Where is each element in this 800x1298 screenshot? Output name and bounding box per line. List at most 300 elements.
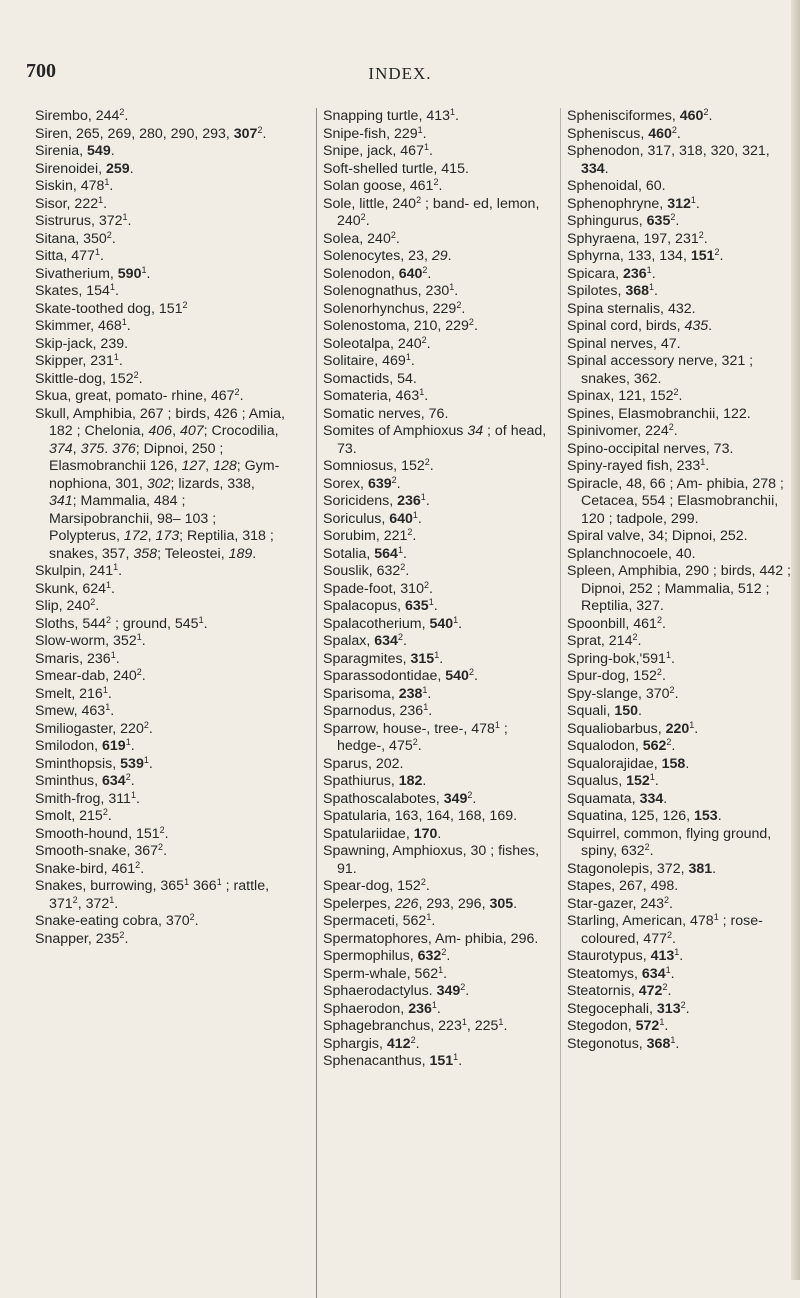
entry-text: . bbox=[130, 738, 135, 754]
index-entry bbox=[35, 108, 285, 126]
entry-text: Solenodon, bbox=[323, 265, 399, 282]
index-entry bbox=[323, 126, 555, 144]
index-entry bbox=[35, 581, 285, 599]
index-entry bbox=[323, 493, 555, 511]
entry-text: . bbox=[127, 213, 132, 229]
entry-text: . bbox=[141, 633, 146, 649]
entry-text: Soft-shelled turtle, 415. bbox=[323, 160, 469, 177]
index-entry bbox=[567, 966, 795, 984]
index-entry bbox=[35, 756, 285, 774]
index-entry bbox=[567, 476, 795, 529]
superscript-ref: 2 bbox=[407, 527, 413, 537]
entry-text: Sitana, 350 bbox=[35, 230, 107, 247]
superscript-ref: 2 bbox=[433, 177, 439, 187]
index-entry bbox=[323, 231, 555, 249]
entry-text: Squali, bbox=[567, 703, 615, 719]
superscript-ref: 2 bbox=[666, 929, 672, 940]
entry-text: 640 bbox=[389, 510, 413, 527]
entry-text: . bbox=[135, 790, 140, 807]
superscript-ref: 1 bbox=[98, 194, 104, 205]
entry-text: Sloths, 544 bbox=[35, 615, 106, 632]
superscript-ref: 2 bbox=[424, 457, 430, 467]
entry-text: Stagonolepis, 372, bbox=[567, 860, 689, 877]
entry-text: ; Dipnoi, 250 ; Elasmobranchii 126, bbox=[49, 440, 224, 474]
entry-text: . bbox=[473, 318, 478, 334]
entry-text: Splanchnocoele, 40. bbox=[567, 545, 696, 562]
entry-text: Skip-jack, 239. bbox=[35, 335, 129, 352]
entry-text: . bbox=[148, 720, 153, 737]
index-entry bbox=[35, 126, 285, 144]
entry-text: Spy-slange, 370 bbox=[567, 685, 670, 702]
entry-text: . bbox=[115, 650, 120, 667]
entry-text: Snake-eating cobra, 370 bbox=[35, 913, 190, 929]
entry-text: . bbox=[163, 843, 168, 859]
entry-text: , 372 bbox=[77, 895, 110, 912]
index-entry bbox=[35, 791, 285, 809]
superscript-ref: 2 bbox=[125, 772, 131, 782]
index-entry bbox=[35, 196, 285, 214]
entry-text: . bbox=[126, 318, 131, 334]
entry-text: Spinal accessory nerve, 321 ; snakes, 362. bbox=[567, 353, 754, 387]
entry-text: 639 bbox=[367, 475, 392, 492]
superscript-ref: 2 bbox=[390, 229, 396, 240]
entry-text: 151 bbox=[429, 1053, 454, 1069]
superscript-ref: 1 bbox=[198, 614, 204, 625]
entry-text: 226 bbox=[394, 895, 419, 912]
entry-text: Solenognathus, 230 bbox=[323, 283, 450, 299]
superscript-ref: 1 bbox=[141, 264, 147, 275]
superscript-ref: 1 bbox=[106, 579, 112, 590]
superscript-ref: 1 bbox=[494, 719, 500, 730]
entry-text: Sphyraena, 197, 231 bbox=[567, 230, 699, 247]
entry-text: Sphenisciformes, bbox=[567, 108, 680, 124]
index-entry bbox=[323, 668, 555, 686]
entry-text: Sparassodontidae, bbox=[323, 668, 446, 684]
index-entry bbox=[567, 318, 795, 336]
superscript-ref: 2 bbox=[666, 737, 672, 747]
index-column-1 bbox=[35, 108, 285, 948]
entry-text: Sphenacanthus, bbox=[323, 1053, 430, 1069]
index-entry bbox=[323, 1018, 555, 1036]
entry-text: . bbox=[118, 353, 123, 369]
index-entry bbox=[323, 353, 555, 371]
index-entry bbox=[567, 528, 795, 546]
entry-text: . bbox=[425, 878, 430, 894]
entry-text: . bbox=[719, 248, 724, 264]
entry-text: Spinal nerves, 47. bbox=[567, 335, 681, 352]
entry-text: . bbox=[461, 300, 466, 317]
superscript-ref: 2 bbox=[189, 912, 195, 922]
entry-text: Skimmer, 468 bbox=[35, 318, 122, 334]
index-entry bbox=[35, 266, 285, 284]
entry-text: Snapping turtle, 413 bbox=[323, 108, 450, 124]
superscript-ref: 2 bbox=[714, 247, 720, 257]
index-entry bbox=[323, 161, 555, 179]
entry-text: Squalus, bbox=[567, 773, 627, 789]
index-entry bbox=[323, 563, 555, 581]
entry-text: . bbox=[695, 195, 700, 212]
superscript-ref: 1 bbox=[184, 877, 190, 887]
index-entry bbox=[35, 633, 285, 651]
entry-text: Squaliobarbus, bbox=[567, 720, 666, 737]
superscript-ref: 1 bbox=[113, 352, 119, 362]
entry-text: 34 bbox=[467, 423, 484, 439]
entry-text: Smooth-hound, 151 bbox=[35, 825, 160, 842]
entry-text: Smooth-snake, 367 bbox=[35, 843, 159, 859]
entry-text: 540 bbox=[429, 615, 454, 632]
index-column-3 bbox=[560, 108, 795, 1298]
index-entry bbox=[323, 896, 555, 914]
entry-text: Sisor, 222 bbox=[35, 195, 99, 212]
entry-text: . bbox=[663, 790, 668, 807]
entry-text: Sparnodus, 236 bbox=[323, 703, 424, 719]
entry-text: Snipe, jack, 467 bbox=[323, 143, 424, 159]
entry-text: Spiny-rayed fish, 233 bbox=[567, 458, 701, 474]
superscript-ref: 1 bbox=[216, 877, 222, 887]
entry-text: 406 bbox=[148, 423, 173, 439]
entry-text: . bbox=[146, 265, 151, 282]
entry-text: . bbox=[417, 510, 422, 527]
superscript-ref: 2 bbox=[664, 894, 670, 905]
entry-text: . bbox=[95, 598, 100, 614]
entry-text: 259 bbox=[105, 160, 130, 177]
page-edge bbox=[791, 0, 800, 1280]
entry-text: Sole, little, 240 bbox=[323, 195, 417, 212]
entry-text: Skittle-dog, 152 bbox=[35, 370, 134, 387]
index-column-2 bbox=[316, 108, 555, 1298]
entry-text: Skulpin, 241 bbox=[35, 563, 114, 579]
entry-text: . bbox=[685, 755, 690, 772]
entry-text: Sphenodon, 317, 318, 320, 321, bbox=[567, 143, 770, 159]
index-entry bbox=[323, 301, 555, 319]
entry-text: ; Reptilia, 318 ; snakes, 357, bbox=[49, 528, 274, 562]
index-entry bbox=[567, 808, 795, 826]
entry-text: . bbox=[114, 283, 119, 299]
entry-text: . bbox=[428, 580, 433, 597]
superscript-ref: 1 bbox=[397, 544, 403, 555]
entry-text: 150 bbox=[614, 703, 638, 719]
entry-text: Skua, great, pomato- rhine, 467 bbox=[35, 388, 235, 404]
superscript-ref: 1 bbox=[428, 597, 434, 607]
entry-text: Spiracle, 48, 66 ; Am- phibia, 278 ; Cetacea, 554 ; Elasmobranchii, 120 ; tadpole, 299. bbox=[567, 475, 784, 527]
entry-text: . bbox=[513, 895, 518, 912]
index-entry bbox=[323, 476, 555, 494]
superscript-ref: 1 bbox=[649, 772, 655, 782]
entry-text: . bbox=[107, 808, 112, 824]
index-entry bbox=[35, 598, 285, 616]
entry-text: . bbox=[114, 895, 119, 912]
entry-text: Sphenoidal, 60. bbox=[567, 178, 666, 194]
index-entry bbox=[35, 143, 285, 161]
index-entry bbox=[567, 896, 795, 914]
superscript-ref: 1 bbox=[420, 492, 426, 502]
superscript-ref: 2 bbox=[102, 807, 108, 817]
entry-text: . bbox=[111, 580, 115, 597]
entry-text: Skull, Amphibia, 267 ; birds, 426 ; Amia, 182 ; Chelonia, bbox=[35, 405, 285, 439]
entry-text: Spatulariidae, bbox=[323, 825, 414, 842]
entry-text: . bbox=[103, 195, 108, 212]
superscript-ref: 2 bbox=[90, 597, 96, 607]
entry-text: 189 bbox=[228, 545, 253, 562]
entry-text: ; lizards, 338, bbox=[170, 475, 255, 492]
index-entry bbox=[567, 773, 795, 791]
index-entry bbox=[323, 318, 555, 336]
superscript-ref: 1 bbox=[426, 912, 432, 922]
entry-text: Starling, American, 478 bbox=[567, 913, 714, 929]
index-entry bbox=[323, 511, 555, 529]
index-entry bbox=[35, 283, 285, 301]
index-entry bbox=[35, 161, 285, 179]
entry-text: Spawning, Amphioxus, 30 ; fishes, 91. bbox=[323, 843, 540, 877]
entry-text: 153 bbox=[694, 808, 718, 824]
entry-text: . bbox=[446, 948, 451, 964]
superscript-ref: 2 bbox=[460, 982, 466, 992]
entry-text: 634 bbox=[641, 965, 666, 982]
superscript-ref: 1 bbox=[670, 1034, 676, 1045]
index-entry bbox=[323, 388, 555, 406]
superscript-ref: 2 bbox=[136, 667, 142, 677]
superscript-ref: 1 bbox=[449, 282, 455, 292]
index-entry bbox=[567, 703, 795, 721]
entry-text: Spatularia, 163, 164, 168, 169. bbox=[323, 808, 518, 824]
superscript-ref: 1 bbox=[102, 684, 108, 695]
entry-text: Somites of Amphioxus bbox=[323, 423, 468, 439]
index-entry bbox=[35, 371, 285, 389]
entry-text: 640 bbox=[398, 265, 423, 282]
entry-text: . bbox=[194, 913, 199, 929]
entry-text: . bbox=[458, 1053, 463, 1069]
entry-text: 182 bbox=[398, 773, 423, 789]
superscript-ref: 2 bbox=[422, 264, 428, 275]
index-entry bbox=[323, 336, 555, 354]
entry-text: . bbox=[110, 703, 115, 719]
entry-text: . bbox=[679, 948, 684, 964]
entry-text: ; ground, 545 bbox=[111, 615, 199, 632]
index-entry bbox=[35, 861, 285, 879]
entry-text: 572 bbox=[635, 1018, 660, 1034]
entry-text: . bbox=[422, 125, 427, 142]
entry-text: Smelt, 216 bbox=[35, 685, 103, 702]
superscript-ref: 2 bbox=[106, 614, 112, 625]
entry-text: Sirembo, 244 bbox=[35, 108, 120, 124]
entry-text: . bbox=[465, 983, 470, 999]
index-entry bbox=[35, 406, 285, 564]
entry-text: 564 bbox=[374, 545, 398, 562]
entry-text: 151 bbox=[690, 248, 715, 264]
superscript-ref: 2 bbox=[397, 632, 403, 642]
entry-text: . bbox=[427, 685, 432, 702]
superscript-ref: 1 bbox=[110, 649, 116, 660]
entry-text: ; of head, 73. bbox=[337, 423, 547, 457]
entry-text: Stapes, 267, 498. bbox=[567, 878, 679, 894]
superscript-ref: 1 bbox=[700, 457, 706, 467]
index-entry bbox=[323, 108, 555, 126]
entry-text: Somatic nerves, 76. bbox=[323, 405, 449, 422]
entry-text: Sivatherium, bbox=[35, 265, 118, 282]
superscript-ref: 2 bbox=[234, 387, 240, 397]
superscript-ref: 1 bbox=[434, 649, 440, 660]
superscript-ref: 2 bbox=[133, 369, 139, 380]
superscript-ref: 1 bbox=[422, 684, 428, 695]
superscript-ref: 2 bbox=[410, 1034, 416, 1045]
index-entry bbox=[35, 651, 285, 669]
index-entry bbox=[323, 826, 555, 844]
index-entry bbox=[567, 283, 795, 301]
entry-text: , bbox=[205, 458, 214, 474]
index-entry bbox=[323, 178, 555, 196]
superscript-ref: 2 bbox=[400, 562, 406, 572]
entry-text: Somateria, 463 bbox=[323, 388, 420, 404]
index-entry bbox=[35, 703, 285, 721]
superscript-ref: 1 bbox=[713, 912, 719, 922]
entry-text: 634 bbox=[374, 633, 398, 649]
superscript-ref: 2 bbox=[143, 719, 149, 730]
superscript-ref: 2 bbox=[391, 474, 397, 485]
entry-text: . bbox=[424, 388, 429, 404]
index-entry bbox=[567, 668, 795, 686]
entry-text: . bbox=[109, 178, 114, 194]
entry-text: . bbox=[439, 650, 444, 667]
entry-text: Skunk, 624 bbox=[35, 580, 106, 597]
entry-text: . bbox=[130, 773, 135, 789]
index-entry bbox=[567, 406, 795, 424]
index-entry bbox=[323, 686, 555, 704]
index-entry bbox=[35, 826, 285, 844]
entry-text: . bbox=[670, 650, 675, 667]
superscript-ref: 1 bbox=[113, 562, 119, 572]
superscript-ref: 2 bbox=[257, 124, 263, 135]
index-entry bbox=[35, 913, 285, 931]
entry-text: 236 bbox=[623, 265, 647, 282]
superscript-ref: 1 bbox=[417, 124, 423, 135]
entry-text: 238 bbox=[398, 685, 423, 702]
entry-text: , bbox=[172, 423, 180, 439]
index-entry bbox=[323, 458, 555, 476]
entry-text: 381 bbox=[688, 860, 713, 877]
entry-text: Spelerpes, bbox=[323, 895, 395, 912]
entry-text: Soriculus, bbox=[323, 510, 390, 527]
superscript-ref: 1 bbox=[659, 1017, 665, 1027]
index-entry bbox=[567, 756, 795, 774]
entry-text: 315 bbox=[410, 650, 435, 667]
entry-text: . bbox=[365, 213, 370, 229]
entry-text: 220 bbox=[665, 720, 690, 737]
entry-text: Spines, Elasmobranchii, 122. bbox=[567, 405, 751, 422]
entry-text: Skate-toothed dog, 151 bbox=[35, 300, 183, 317]
entry-text: 413 bbox=[650, 948, 675, 964]
index-entry bbox=[323, 703, 555, 721]
entry-text: . bbox=[422, 773, 427, 789]
entry-text: 368 bbox=[646, 1035, 671, 1052]
entry-text: . bbox=[129, 160, 134, 177]
index-entry bbox=[323, 248, 555, 266]
entry-text: . bbox=[705, 458, 710, 474]
entry-text: Smaris, 236 bbox=[35, 650, 111, 667]
entry-text: ; rattle, 371 bbox=[49, 878, 270, 912]
superscript-ref: 1 bbox=[109, 894, 115, 905]
index-entry bbox=[567, 336, 795, 354]
superscript-ref: 2 bbox=[420, 877, 426, 887]
superscript-ref: 1 bbox=[453, 614, 459, 625]
index-entry bbox=[323, 598, 555, 616]
index-entry bbox=[323, 143, 555, 161]
superscript-ref: 2 bbox=[441, 947, 447, 957]
entry-text: Sperm-whale, 562 bbox=[323, 965, 439, 982]
index-entry bbox=[323, 808, 555, 826]
entry-text: Siren, 265, 269, 280, 290, 293, bbox=[35, 125, 234, 142]
entry-text: Slow-worm, 352 bbox=[35, 633, 137, 649]
entry-text: 127 bbox=[181, 458, 206, 474]
entry-text: . bbox=[111, 230, 116, 247]
superscript-ref: 1 bbox=[646, 264, 652, 275]
entry-text: . bbox=[664, 1018, 669, 1034]
page-number: 700 bbox=[26, 60, 56, 82]
index-entry bbox=[323, 581, 555, 599]
entry-text: Sitta, 477 bbox=[35, 248, 95, 264]
entry-text: Steatornis, bbox=[567, 983, 639, 999]
superscript-ref: 2 bbox=[670, 212, 676, 222]
entry-text: Spring-bok,'591 bbox=[567, 650, 666, 667]
entry-text: Squalorajidae, bbox=[567, 755, 662, 772]
entry-text: . bbox=[252, 545, 257, 562]
index-entry bbox=[35, 178, 285, 196]
index-entry bbox=[567, 458, 795, 476]
entry-text: . bbox=[443, 965, 448, 982]
entry-text: . bbox=[164, 825, 169, 842]
entry-text: . bbox=[604, 160, 609, 177]
superscript-ref: 2 bbox=[698, 229, 704, 240]
entry-text: 173 bbox=[155, 528, 180, 544]
entry-text: . bbox=[402, 633, 407, 649]
entry-text: Skipper, 231 bbox=[35, 353, 114, 369]
entry-text: 29 bbox=[431, 248, 448, 264]
entry-text: Sphingurus, bbox=[567, 213, 647, 229]
entry-text: Smith-frog, 311 bbox=[35, 790, 131, 807]
index-entry bbox=[567, 826, 795, 861]
index-entry bbox=[567, 423, 795, 441]
entry-text: 460 bbox=[679, 108, 704, 124]
entry-text: . bbox=[654, 283, 658, 299]
entry-text: Somactids, 54. bbox=[323, 370, 417, 387]
superscript-ref: 1 bbox=[665, 649, 671, 660]
entry-text: Spleen, Amphibia, 290 ; birds, 442 ; Dipnoi, 252 ; Mammalia, 512 ; Reptilia, 327. bbox=[567, 563, 791, 614]
entry-text: Solan goose, 461 bbox=[323, 178, 434, 194]
superscript-ref: 1 bbox=[453, 1052, 459, 1062]
entry-text: 368 bbox=[625, 283, 650, 299]
index-entry bbox=[323, 773, 555, 791]
entry-text: Spermaceti, 562 bbox=[323, 913, 427, 929]
entry-text: . bbox=[651, 265, 656, 282]
superscript-ref: 1 bbox=[649, 282, 655, 292]
entry-text: Smear-dab, 240 bbox=[35, 668, 137, 684]
index-entry bbox=[567, 861, 795, 879]
superscript-ref: 1 bbox=[431, 999, 437, 1010]
entry-text: Soricidens, bbox=[323, 493, 398, 509]
index-entry bbox=[567, 126, 795, 144]
entry-text: . bbox=[124, 108, 129, 124]
superscript-ref: 2 bbox=[421, 334, 427, 345]
page-heading: INDEX. bbox=[368, 64, 432, 83]
entry-text: . bbox=[672, 930, 676, 947]
superscript-ref: 1 bbox=[121, 317, 127, 327]
entry-text: Solitaire, 469 bbox=[323, 353, 406, 369]
entry-text: 305 bbox=[489, 895, 514, 912]
entry-text: 375 bbox=[80, 440, 105, 457]
entry-text: , 293, 296, bbox=[418, 895, 490, 912]
entry-text: 334 bbox=[639, 790, 664, 807]
index-entry bbox=[323, 966, 555, 984]
index-entry bbox=[567, 686, 795, 704]
